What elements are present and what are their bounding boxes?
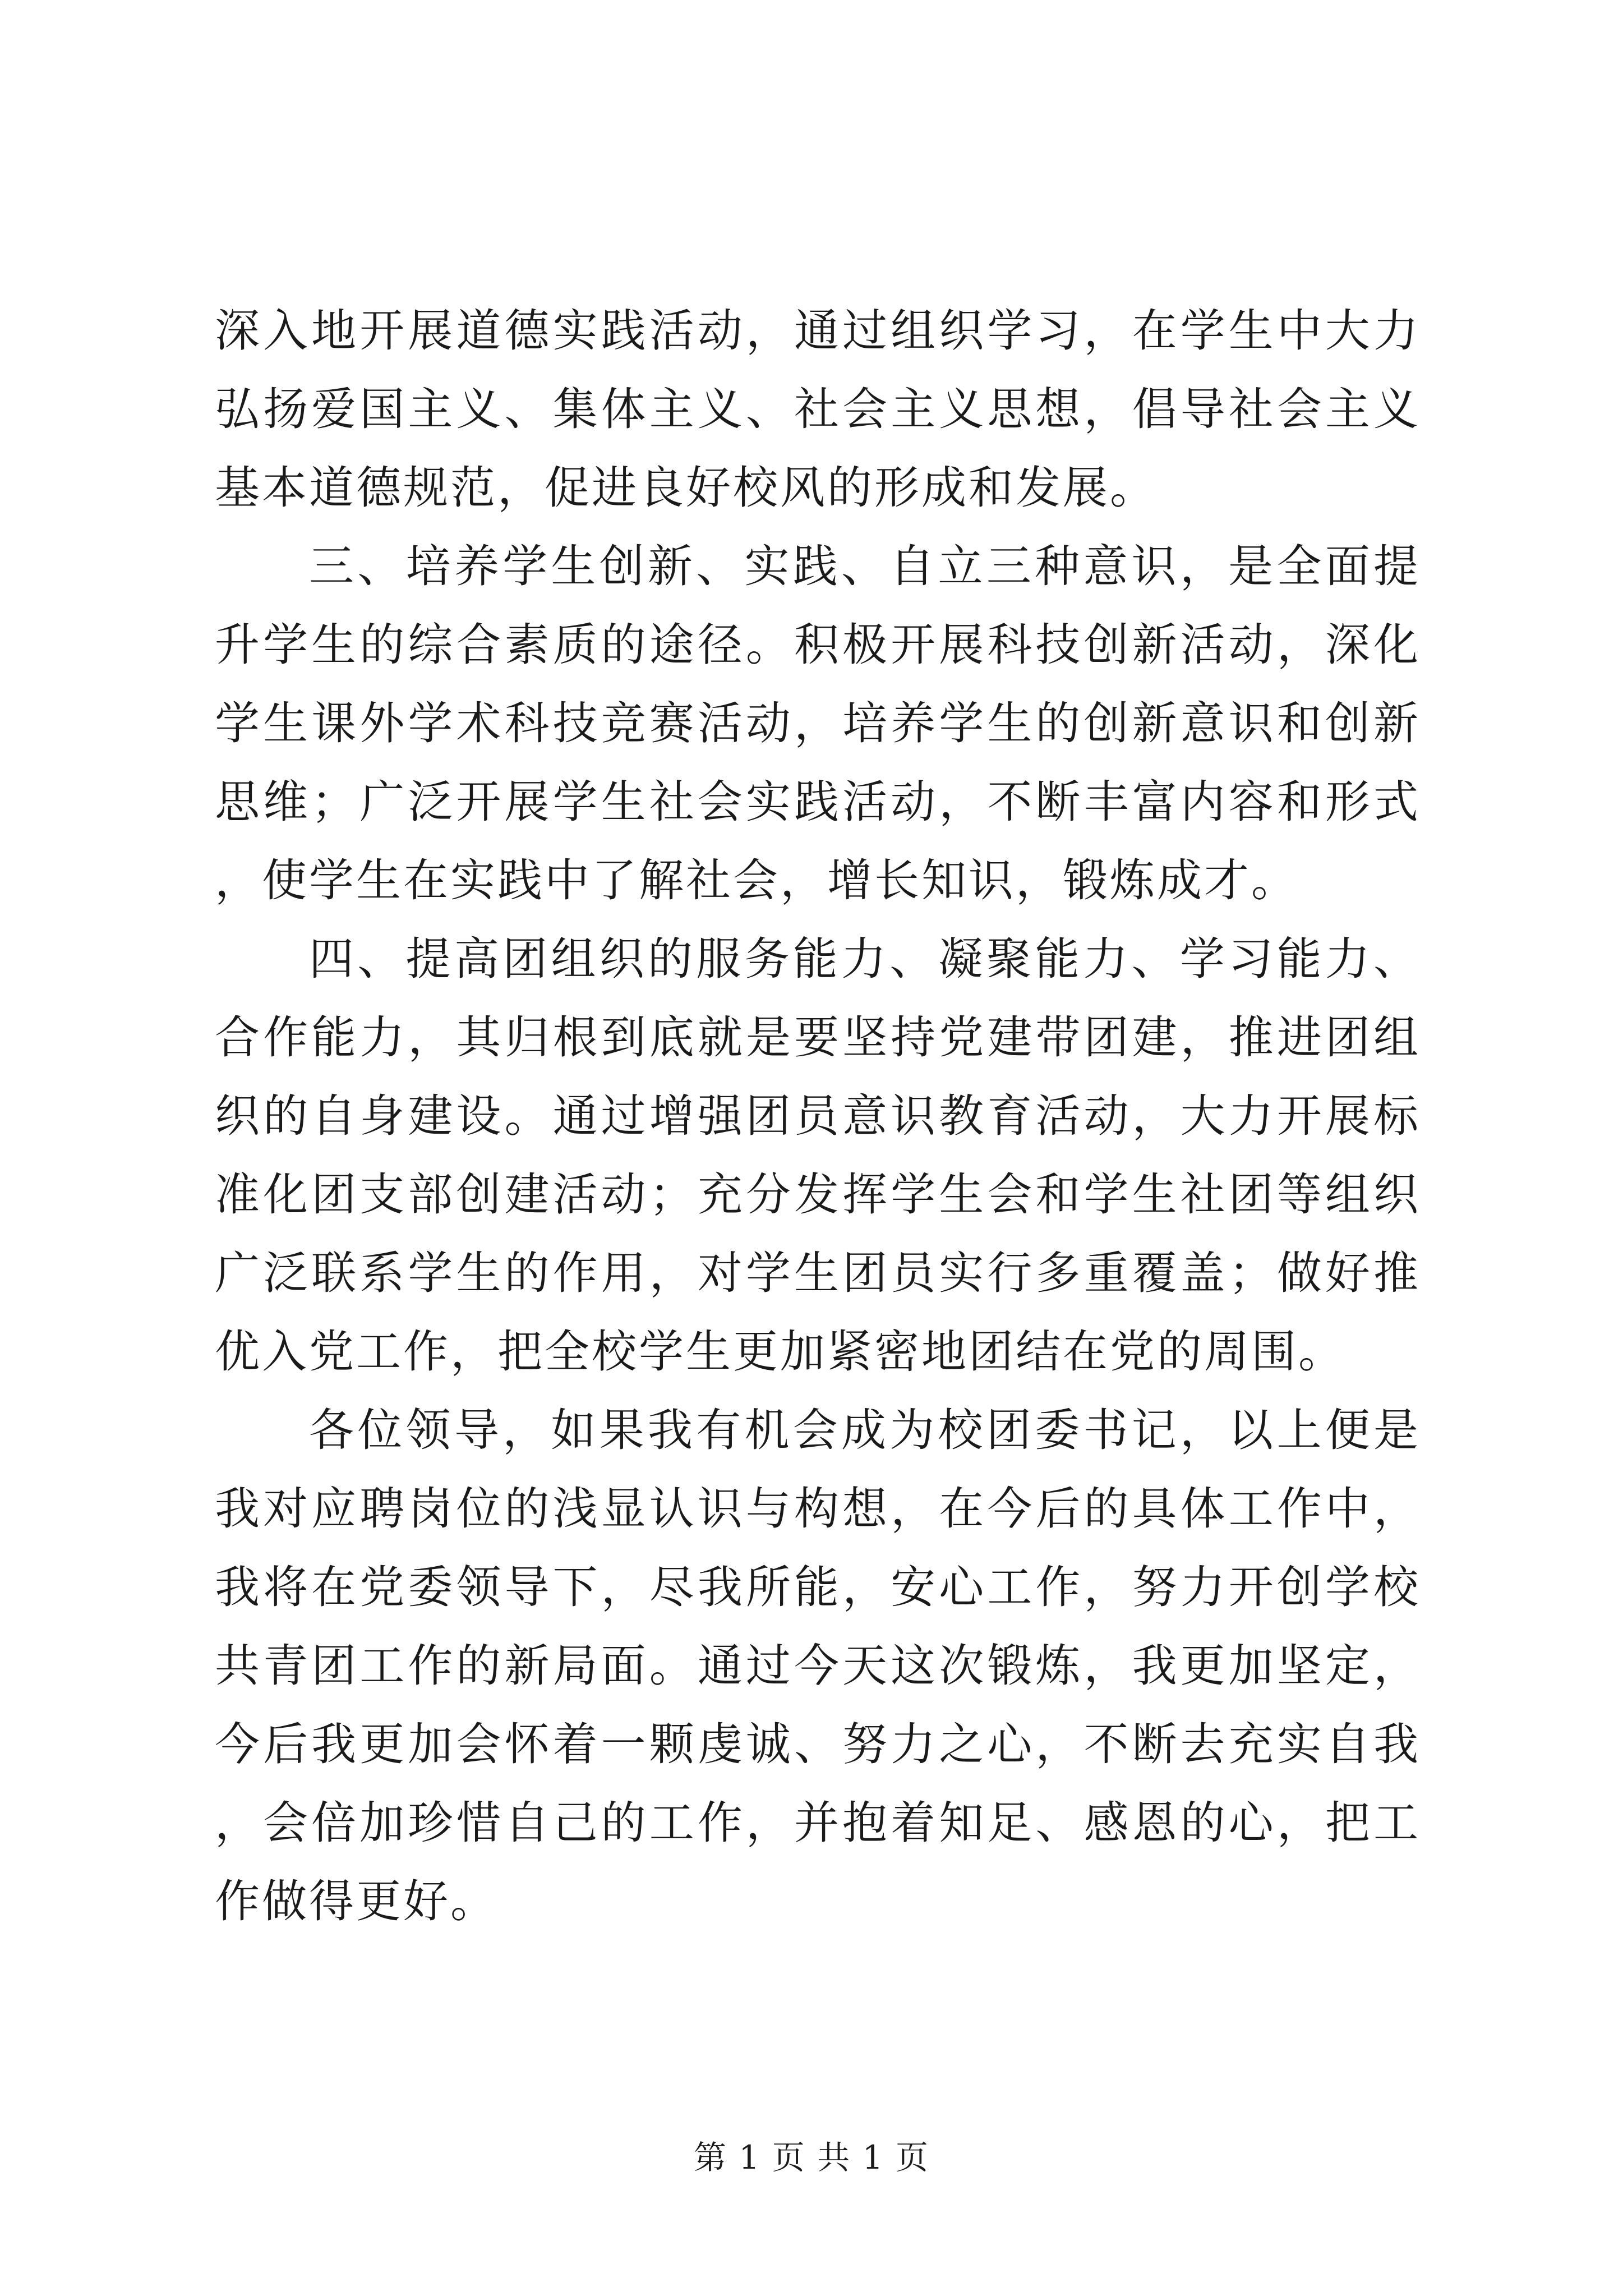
document-body bbox=[215, 292, 1421, 1941]
page-number-footer: 第 1 页 共 1 页 bbox=[694, 2138, 929, 2177]
paragraph-three: 三、培养学生创新、实践、自立三种意识，是全面提升学生的综合素质的途径。积极开展科技创新活动，深化学生课外学术科技竞赛活动，培养学生的创新意识和创新思维；广泛开展学生社会实践活动，不断丰富内容和形式，使学生在实践中了解社会，增长知识，锻炼成才。 bbox=[215, 540, 1421, 907]
paragraph-closing: 各位领导，如果我有机会成为校团委书记，以上便是我对应聘岗位的浅显认识与构想，在今后的具体工作中，我将在党委领导下，尽我所能，安心工作，努力开创学校共青团工作的新局面。通过今天这次锻炼，我更加坚定，今后我更加会怀着一颗虔诚、努力之心，不断去充实自我，会倍加珍惜自己的工作，并抱着知足、感恩的心，把工作做得更好。 bbox=[215, 1404, 1421, 1927]
paragraph-four: 四、提高团组织的服务能力、凝聚能力、学习能力、合作能力，其归根到底就是要坚持党建带团建，推进团组织的自身建设。通过增强团员意识教育活动，大力开展标准化团支部创建活动；充分发挥学生会和学生社团等组织广泛联系学生的作用，对学生团员实行多重覆盖；做好推优入党工作，把全校学生更加紧密地团结在党的周围。 bbox=[215, 933, 1421, 1378]
paragraph-continuation: 深入地开展道德实践活动，通过组织学习，在学生中大力弘扬爱国主义、集体主义、社会主义思想，倡导社会主义基本道德规范，促进良好校风的形成和发展。 bbox=[215, 305, 1421, 514]
